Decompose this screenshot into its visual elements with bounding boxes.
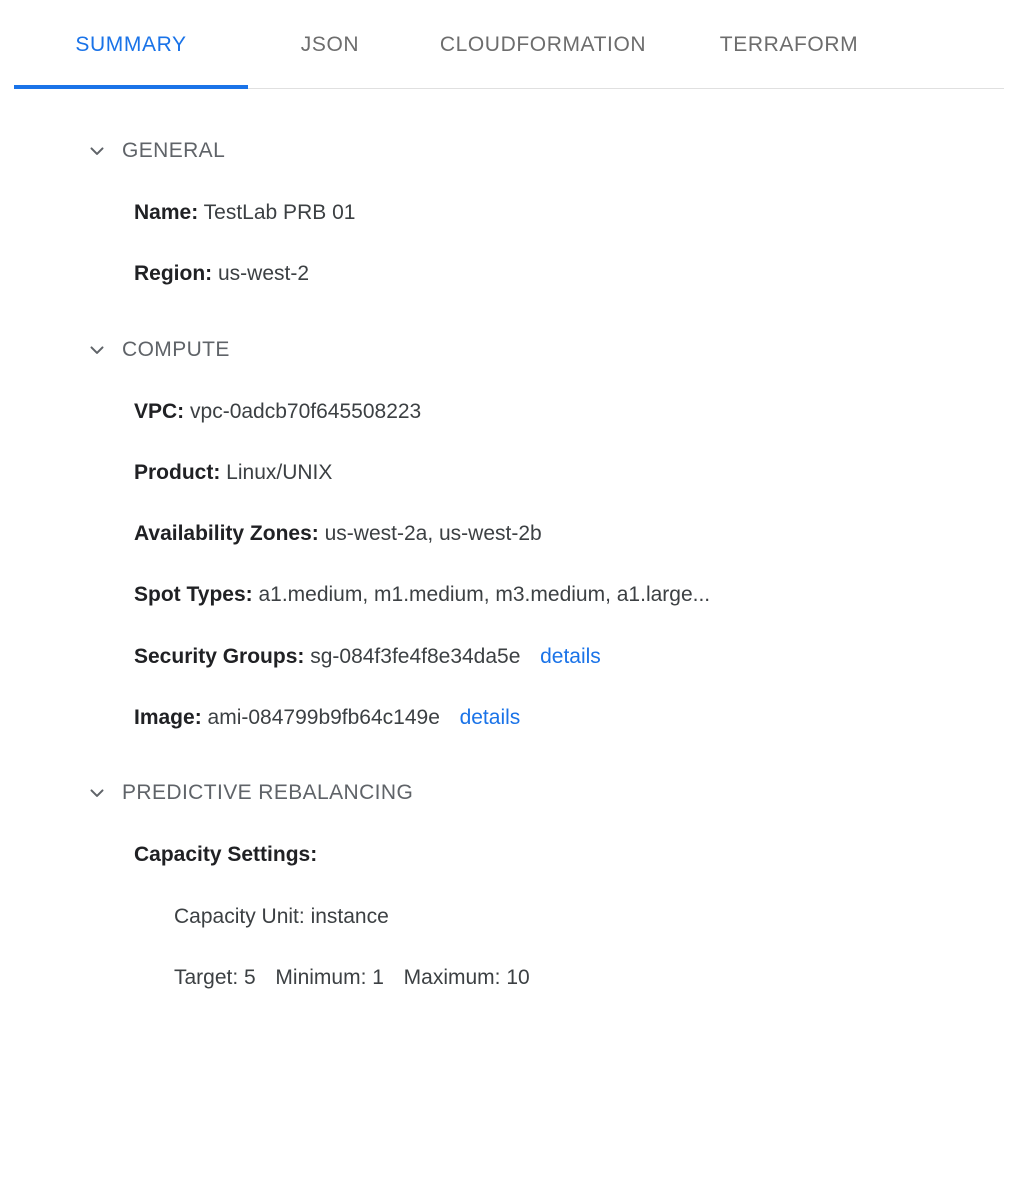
field-name-key: Name: — [134, 201, 199, 224]
tab-summary-label: SUMMARY — [75, 32, 187, 56]
field-availability-zones-key: Availability Zones: — [134, 522, 319, 546]
field-region-value: us-west-2 — [218, 262, 310, 286]
field-spot-types — [0, 581, 1018, 608]
image-details-link[interactable]: details — [459, 706, 521, 730]
field-image-key: Image: — [134, 706, 202, 730]
field-minimum-key: Minimum: — [275, 965, 367, 989]
field-maximum-key: Maximum: — [403, 965, 501, 989]
field-name — [0, 199, 1018, 226]
field-target-key: Target: — [174, 965, 239, 989]
tab-terraform-label: TERRAFORM — [719, 32, 859, 56]
field-spot-types-key: Spot Types: — [134, 583, 253, 607]
tab-cloudformation-label: CLOUDFORMATION — [439, 32, 647, 56]
field-vpc — [0, 398, 1018, 425]
field-image-value: ami-084799b9fb64c149e — [207, 706, 440, 730]
field-product-value: Linux/UNIX — [226, 460, 333, 484]
field-capacity-unit-key: Capacity Unit: — [174, 904, 305, 928]
field-capacity-unit-value: instance — [310, 904, 389, 928]
section-title-general: GENERAL — [122, 139, 226, 162]
field-image — [0, 704, 1018, 731]
section-header-compute[interactable] — [0, 338, 1018, 362]
chevron-down-icon — [86, 140, 108, 162]
field-region — [0, 260, 1018, 287]
field-maximum-value: 10 — [506, 965, 530, 989]
tab-json-label: JSON — [300, 32, 360, 56]
field-availability-zones-value: us-west-2a, us-west-2b — [324, 522, 542, 546]
section-title-compute: COMPUTE — [122, 337, 230, 361]
chevron-down-icon — [86, 339, 108, 361]
field-name-value: TestLab PRB 01 — [203, 201, 356, 224]
section-header-predictive-rebalancing[interactable] — [0, 781, 1018, 805]
field-target-value: 5 — [244, 965, 256, 989]
chevron-down-icon — [86, 782, 108, 804]
field-availability-zones — [0, 520, 1018, 547]
section-header-general[interactable] — [0, 139, 1018, 163]
field-product-key: Product: — [134, 460, 221, 484]
field-region-key: Region: — [134, 262, 213, 286]
field-product — [0, 459, 1018, 486]
tab-summary[interactable] — [14, 0, 248, 89]
field-capacity-unit — [0, 903, 1018, 930]
field-security-groups — [0, 643, 1018, 670]
field-capacity-settings — [0, 841, 1018, 868]
field-capacity-settings-key: Capacity Settings: — [134, 843, 318, 867]
section-title-predictive-rebalancing: PREDICTIVE REBALANCING — [122, 781, 414, 805]
field-security-groups-key: Security Groups: — [134, 644, 305, 668]
security-groups-details-link[interactable]: details — [540, 644, 601, 668]
field-spot-types-value: a1.medium, m1.medium, m3.medium, a1.large... — [258, 583, 711, 607]
field-vpc-key: VPC: — [134, 399, 185, 423]
field-security-groups-value: sg-084f3fe4f8e34da5e — [310, 644, 521, 668]
tab-json[interactable] — [248, 0, 412, 89]
field-minimum-value: 1 — [372, 965, 384, 989]
tab-bar — [0, 0, 1018, 89]
tab-terraform[interactable] — [674, 0, 904, 89]
summary-content — [0, 139, 1018, 991]
field-vpc-value: vpc-0adcb70f645508223 — [190, 399, 422, 423]
tab-cloudformation[interactable] — [412, 0, 674, 89]
field-capacity-target-min-max — [0, 964, 1018, 991]
